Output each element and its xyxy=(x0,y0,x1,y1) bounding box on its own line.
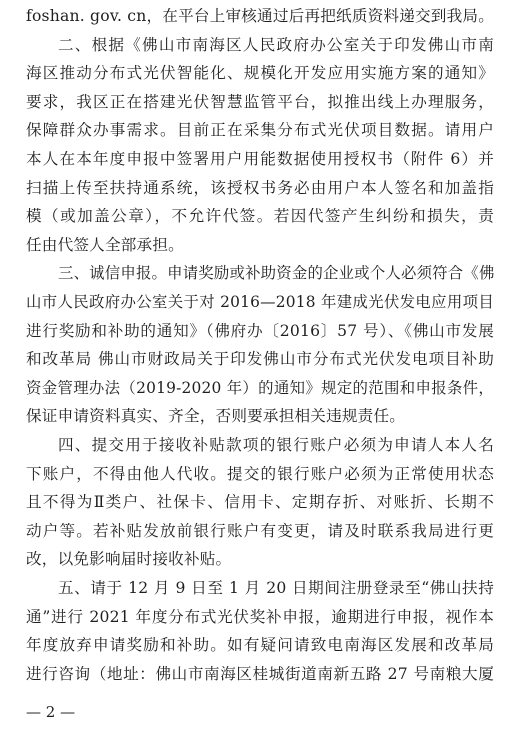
text-line: 和改革局 佛山市财政局关于印发佛山市分布式光伏发电项目补助 xyxy=(26,350,494,369)
text-line: 山市人民政府办公室关于对 2016—2018 年建成光伏发电应用项目 xyxy=(26,293,494,311)
text-line: 下账户，不得由他人代收。提交的银行账户必须为正常使用状态 xyxy=(26,464,494,483)
text-line: 四、提交用于接收补贴款项的银行账户必须为申请人本人名 xyxy=(58,436,494,454)
text-line: 本人在本年度申报中签署用户用能数据使用授权书（附件 6）并 xyxy=(26,150,494,168)
text-line: 任由代签人全部承担。 xyxy=(26,235,184,254)
text-line: 要求，我区正在搭建光伏智慧监管平台，拟推出线上办理服务， xyxy=(26,92,494,111)
text-line: 扫描上传至扶持通系统，该授权书务必由用户本人签名和加盖指 xyxy=(26,178,494,197)
page-number: — 2 — xyxy=(26,703,76,721)
text-line: 五、请于 12 月 9 日至 1 月 20 日期间注册登录至“佛山扶持 xyxy=(58,579,494,597)
text-line: 保证申请资料真实、齐全，否则要承担相关违规责任。 xyxy=(26,407,406,426)
text-line: foshan. gov. cn，在平台上审核通过后再把纸质资料递交到我局。 xyxy=(26,7,494,25)
text-line: 三、诚信申报。申请奖励或补助资金的企业或个人必须符合《佛 xyxy=(58,264,495,283)
text-line: 模（或加盖公章），不允许代签。若因代签产生纠纷和损失，责 xyxy=(26,207,494,226)
text-line: 动户等。若补贴发放前银行账户有变更，请及时联系我局进行更 xyxy=(26,521,494,540)
text-line: 进行奖励和补助的通知》（佛府办〔2016〕57 号）、《佛山市发展 xyxy=(26,321,494,340)
text-line: 改，以免影响届时接收补贴。 xyxy=(26,550,232,569)
text-line: 二、根据《佛山市南海区人民政府办公室关于印发佛山市南 xyxy=(58,35,494,54)
text-line: 资金管理办法（2019-2020 年）的通知》规定的范围和申报条件， xyxy=(26,378,494,397)
text-line: 通”进行 2021 年度分布式光伏奖补申报，逾期进行申报，视作本 xyxy=(26,607,494,626)
text-line: 保障群众办事需求。目前正在采集分布式光伏项目数据。请用户 xyxy=(26,121,494,140)
text-line: 且不得为Ⅱ类户、社保卡、信用卡、定期存折、对账折、长期不 xyxy=(26,493,494,512)
text-line: 进行咨询（地址：佛山市南海区桂城街道南新五路 27 号南粮大厦 xyxy=(26,664,494,683)
text-line: 年度放弃申请奖励和补助。如有疑问请致电南海区发展和改革局 xyxy=(26,636,494,655)
text-line: 海区推动分布式光伏智能化、规模化开发应用实施方案的通知》 xyxy=(26,64,494,83)
